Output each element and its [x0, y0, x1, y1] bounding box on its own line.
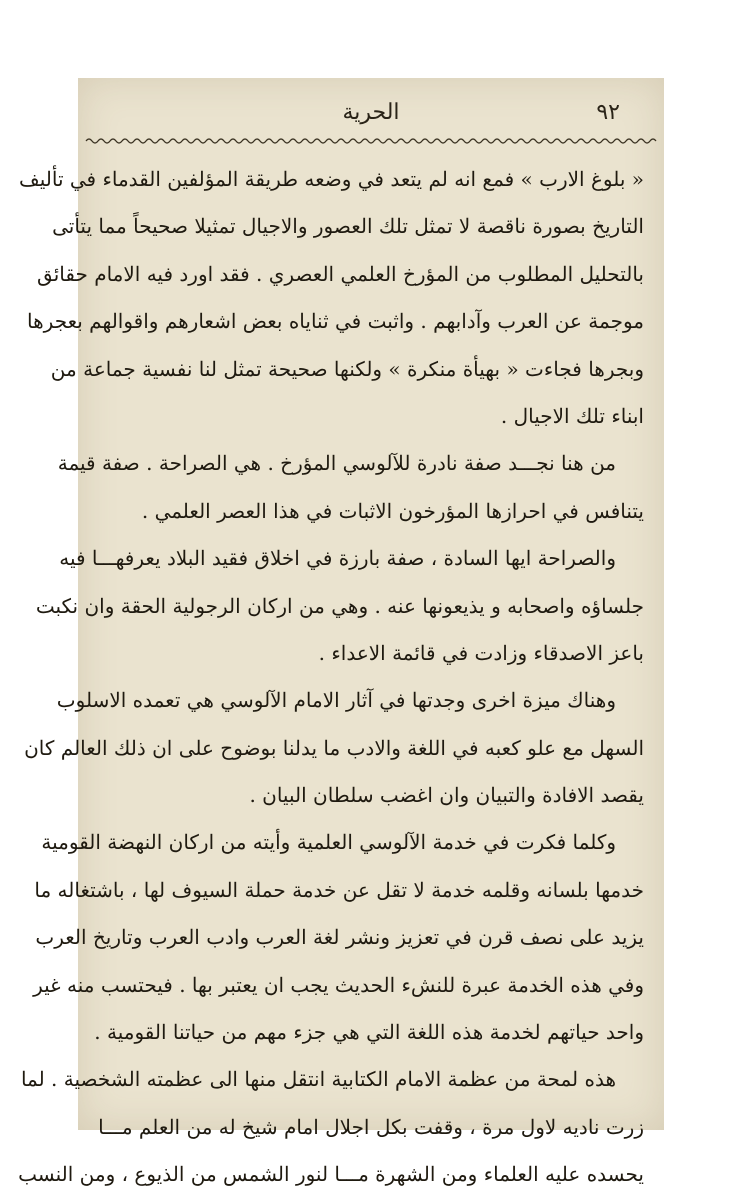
text-line-6: ابناء تلك الاجيال .: [500, 403, 644, 428]
text-line-3: بالتحليل المطلوب من المؤرخ العلمي العصري . فقد اورد فيه الامام حقائق: [37, 261, 644, 286]
text-line-12: وهناك ميزة اخرى وجدتها في آثار الامام الآلوسي هي تعمده الاسلوب: [56, 688, 616, 713]
page-number: ٩٢: [596, 100, 620, 125]
wavy-divider: [86, 136, 656, 146]
text-line-8: يتنافس في احرازها المؤرخون الاثبات في هذا العصر العلمي .: [141, 498, 644, 523]
running-title: الحرية: [342, 100, 400, 125]
text-line-21: زرت ناديه لاول مرة ، وقفت بكل اجلال امام شيخ له من العلم مـــا: [98, 1114, 644, 1139]
text-line-14: يقصد الافادة والتبيان وان اغضب سلطان البيان .: [249, 783, 644, 808]
text-line-22: يحسده عليه العلماء ومن الشهرة مـــا لنور الشمس من الذيوع ، ومن النسب: [18, 1162, 644, 1187]
text-line-5: وبجرها فجاءت « بهيأة منكرة » ولكنها صحيحة تمثل لنا نفسية جماعة من: [50, 356, 644, 381]
text-line-15: وكلما فكرت في خدمة الآلوسي العلمية وأيته من اركان النهضة القومية: [41, 830, 616, 855]
article-body: [18, 156, 644, 1199]
text-line-7: من هنا نجـــد صفة نادرة للآلوسي المؤرخ . هي الصراحة . صفة قيمة: [57, 451, 616, 476]
text-line-1: « بلوغ الارب » فمع انه لم يتعد في وضعه طريقة المؤلفين القدماء في تأليف: [19, 167, 644, 191]
text-line-2: التاريخ بصورة ناقصة لا تمثل تلك العصور والاجيال تمثيلا صحيحاً مما يتأتى: [52, 214, 644, 239]
text-line-4: موجمة عن العرب وآدابهم . واثبت في ثناياه بعض اشعارهم واقوالهم بعجرها: [27, 309, 644, 334]
text-line-9: والصراحة ايها السادة ، صفة بارزة في اخلاق فقيد البلاد يعرفهـــا فيه: [59, 546, 616, 571]
page-header: [78, 100, 664, 140]
text-line-18: وفي هذه الخدمة عبرة للنشء الحديث يجب ان يعتبر بها . فيحتسب منه غير: [33, 972, 644, 997]
scanned-page: [18, 78, 664, 1187]
text-line-10: جلساؤه واصحابه و يذيعونها عنه . وهي من اركان الرجولية الحقة وان نكبت: [35, 593, 644, 618]
text-line-19: واحد حياتهم لخدمة هذه اللغة التي هي جزء مهم من حياتنا القومية .: [94, 1020, 644, 1045]
text-line-16: خدمها بلسانه وقلمه خدمة لا تقل عن خدمة حملة السيوف لها ، باشتغاله ما: [34, 877, 644, 902]
text-line-20: هذه لمحة من عظمة الامام الكتابية انتقل منها الى عظمته الشخصية . لما: [20, 1067, 616, 1092]
text-line-11: باعز الاصدقاء وزادت في قائمة الاعداء .: [318, 640, 644, 665]
text-line-13: السهل مع علو كعبه في اللغة والادب ما يدلنا بوضوح على ان ذلك العالم كان: [24, 735, 644, 760]
text-line-17: يزيد على نصف قرن في تعزيز ونشر لغة العرب وادب العرب وتاريخ العرب: [35, 925, 644, 950]
